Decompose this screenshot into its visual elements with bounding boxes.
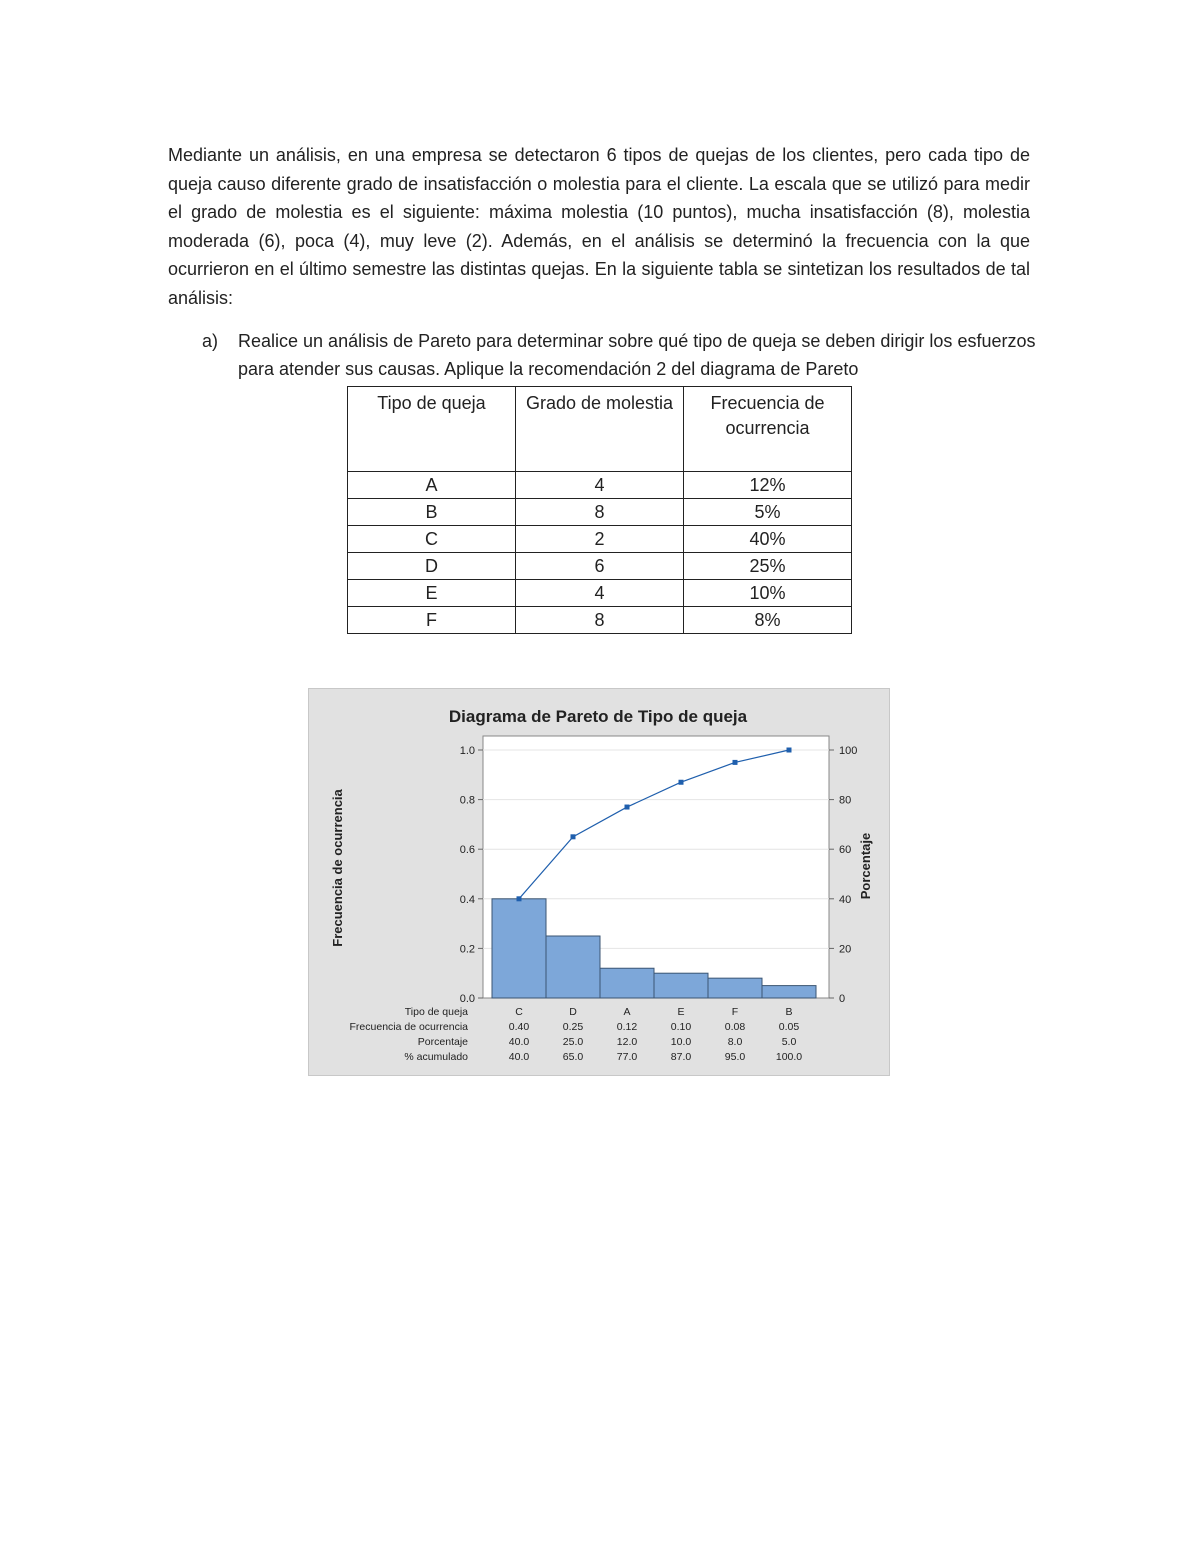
bar (708, 978, 762, 998)
y2-tick-label: 40 (839, 893, 852, 906)
y-tick-label: 0.8 (459, 794, 475, 807)
table-cell: 8 (516, 499, 684, 526)
table-category-label: B (785, 1006, 793, 1018)
table-cell: B (348, 499, 516, 526)
table-cell: 4 (516, 472, 684, 499)
cumulative-point (571, 834, 576, 839)
table-cell: 8% (684, 607, 852, 634)
table-frequency-value: 0.08 (724, 1021, 746, 1033)
table-cell: 40% (684, 526, 852, 553)
cumulative-point (517, 896, 522, 901)
y2-tick-label: 80 (839, 794, 852, 807)
cumulative-point (787, 748, 792, 753)
table-percent-value: 40.0 (508, 1036, 530, 1048)
intro-paragraph: Mediante un análisis, en una empresa se detectaron 6 tipos de quejas de los clientes, pero cada tipo de queja causo diferente grado de insatisfacción o molestia para el cliente. La escala que se utilizó para medir el grado de molestia es el siguiente: máxima molestia (10 puntos), mucha insatisfacción (8), molestia moderada (6), poca (4), muy leve (2). Además, en el análisis se determinó la frecuencia con la que ocurrieron en el último semestre las distintas quejas. En la siguiente tabla se sintetizan los resultados de tal análisis: (168, 145, 1030, 308)
table-frequency-value: 0.12 (616, 1021, 638, 1033)
table-row (348, 499, 852, 526)
chart-table-row-label: % acumulado (404, 1051, 468, 1063)
table-cell: C (348, 526, 516, 553)
table-frequency-value: 0.25 (562, 1021, 584, 1033)
bar (762, 986, 816, 998)
bar (546, 936, 600, 998)
table-cell: 6 (516, 553, 684, 580)
chart-table-row-label: Frecuencia de ocurrencia (349, 1021, 468, 1033)
table-cell: 5% (684, 499, 852, 526)
table-cell: F (348, 607, 516, 634)
table-cell: A (348, 472, 516, 499)
table-header-row (348, 387, 852, 472)
table-header: Tipo de queja (348, 387, 516, 472)
y2-tick-label: 0 (839, 993, 846, 1005)
chart-title: Diagrama de Pareto de Tipo de queja (448, 707, 748, 726)
table-category-label: E (677, 1006, 685, 1018)
y2-axis-label: Porcentaje (858, 832, 873, 900)
table-cumulative-value: 100.0 (775, 1051, 803, 1063)
item-marker: a) (202, 331, 219, 351)
chart-table-row-label: Tipo de queja (404, 1006, 468, 1018)
table-category-label: C (515, 1006, 523, 1018)
table-cell: 25% (684, 553, 852, 580)
item-text: Realice un análisis de Pareto para determinar sobre qué tipo de queja se deben dirigir los esfuerzos para atender sus causas. Aplique la recomendación 2 del diagrama de Pareto (238, 331, 1036, 379)
table-cell: 4 (516, 580, 684, 607)
table-frequency-value: 0.10 (670, 1021, 692, 1033)
table-frequency-value: 0.40 (508, 1021, 530, 1033)
table-percent-value: 12.0 (616, 1036, 638, 1048)
table-percent-value: 5.0 (781, 1036, 797, 1048)
table-row (348, 553, 852, 580)
cumulative-point (625, 805, 630, 810)
table-category-label: D (569, 1006, 577, 1018)
y2-tick-label: 60 (839, 844, 852, 857)
table-cell: E (348, 580, 516, 607)
table-row (348, 472, 852, 499)
bar (600, 968, 654, 998)
pareto-chart-svg (308, 688, 890, 1076)
bar (492, 899, 546, 998)
table-cell: 10% (684, 580, 852, 607)
cumulative-point (679, 780, 684, 785)
chart-table-row-label: Porcentaje (417, 1036, 468, 1048)
table-category-label: F (731, 1006, 739, 1018)
y-tick-label: 0.2 (459, 943, 475, 956)
table-percent-value: 10.0 (670, 1036, 692, 1048)
table-header: Grado de molestia (516, 387, 684, 472)
table-cumulative-value: 40.0 (508, 1051, 530, 1063)
table-percent-value: 25.0 (562, 1036, 584, 1048)
cumulative-point (733, 760, 738, 765)
table-cell: D (348, 553, 516, 580)
table-percent-value: 8.0 (727, 1036, 743, 1048)
y-tick-label: 1.0 (459, 745, 475, 757)
y-tick-label: 0.0 (459, 993, 475, 1005)
y-tick-label: 0.6 (459, 844, 475, 857)
table-cumulative-value: 87.0 (670, 1051, 692, 1063)
pareto-chart (308, 688, 890, 1076)
table-header: Frecuencia de ocurrencia (684, 387, 852, 472)
table-row (348, 580, 852, 607)
y-axis-label: Frecuencia de ocurrencia (330, 789, 345, 947)
table-cell: 8 (516, 607, 684, 634)
table-frequency-value: 0.05 (778, 1021, 800, 1033)
table-cumulative-value: 77.0 (616, 1051, 638, 1063)
table-cumulative-value: 65.0 (562, 1051, 584, 1063)
table-cumulative-value: 95.0 (724, 1051, 746, 1063)
table-category-label: A (623, 1006, 631, 1018)
y2-tick-label: 20 (839, 943, 852, 956)
table-row (348, 526, 852, 553)
y2-tick-label: 100 (839, 745, 858, 757)
table-cell: 2 (516, 526, 684, 553)
y-tick-label: 0.4 (459, 893, 475, 906)
table-cell: 12% (684, 472, 852, 499)
table-row (348, 607, 852, 634)
bar (654, 973, 708, 998)
complaints-table (347, 386, 852, 634)
